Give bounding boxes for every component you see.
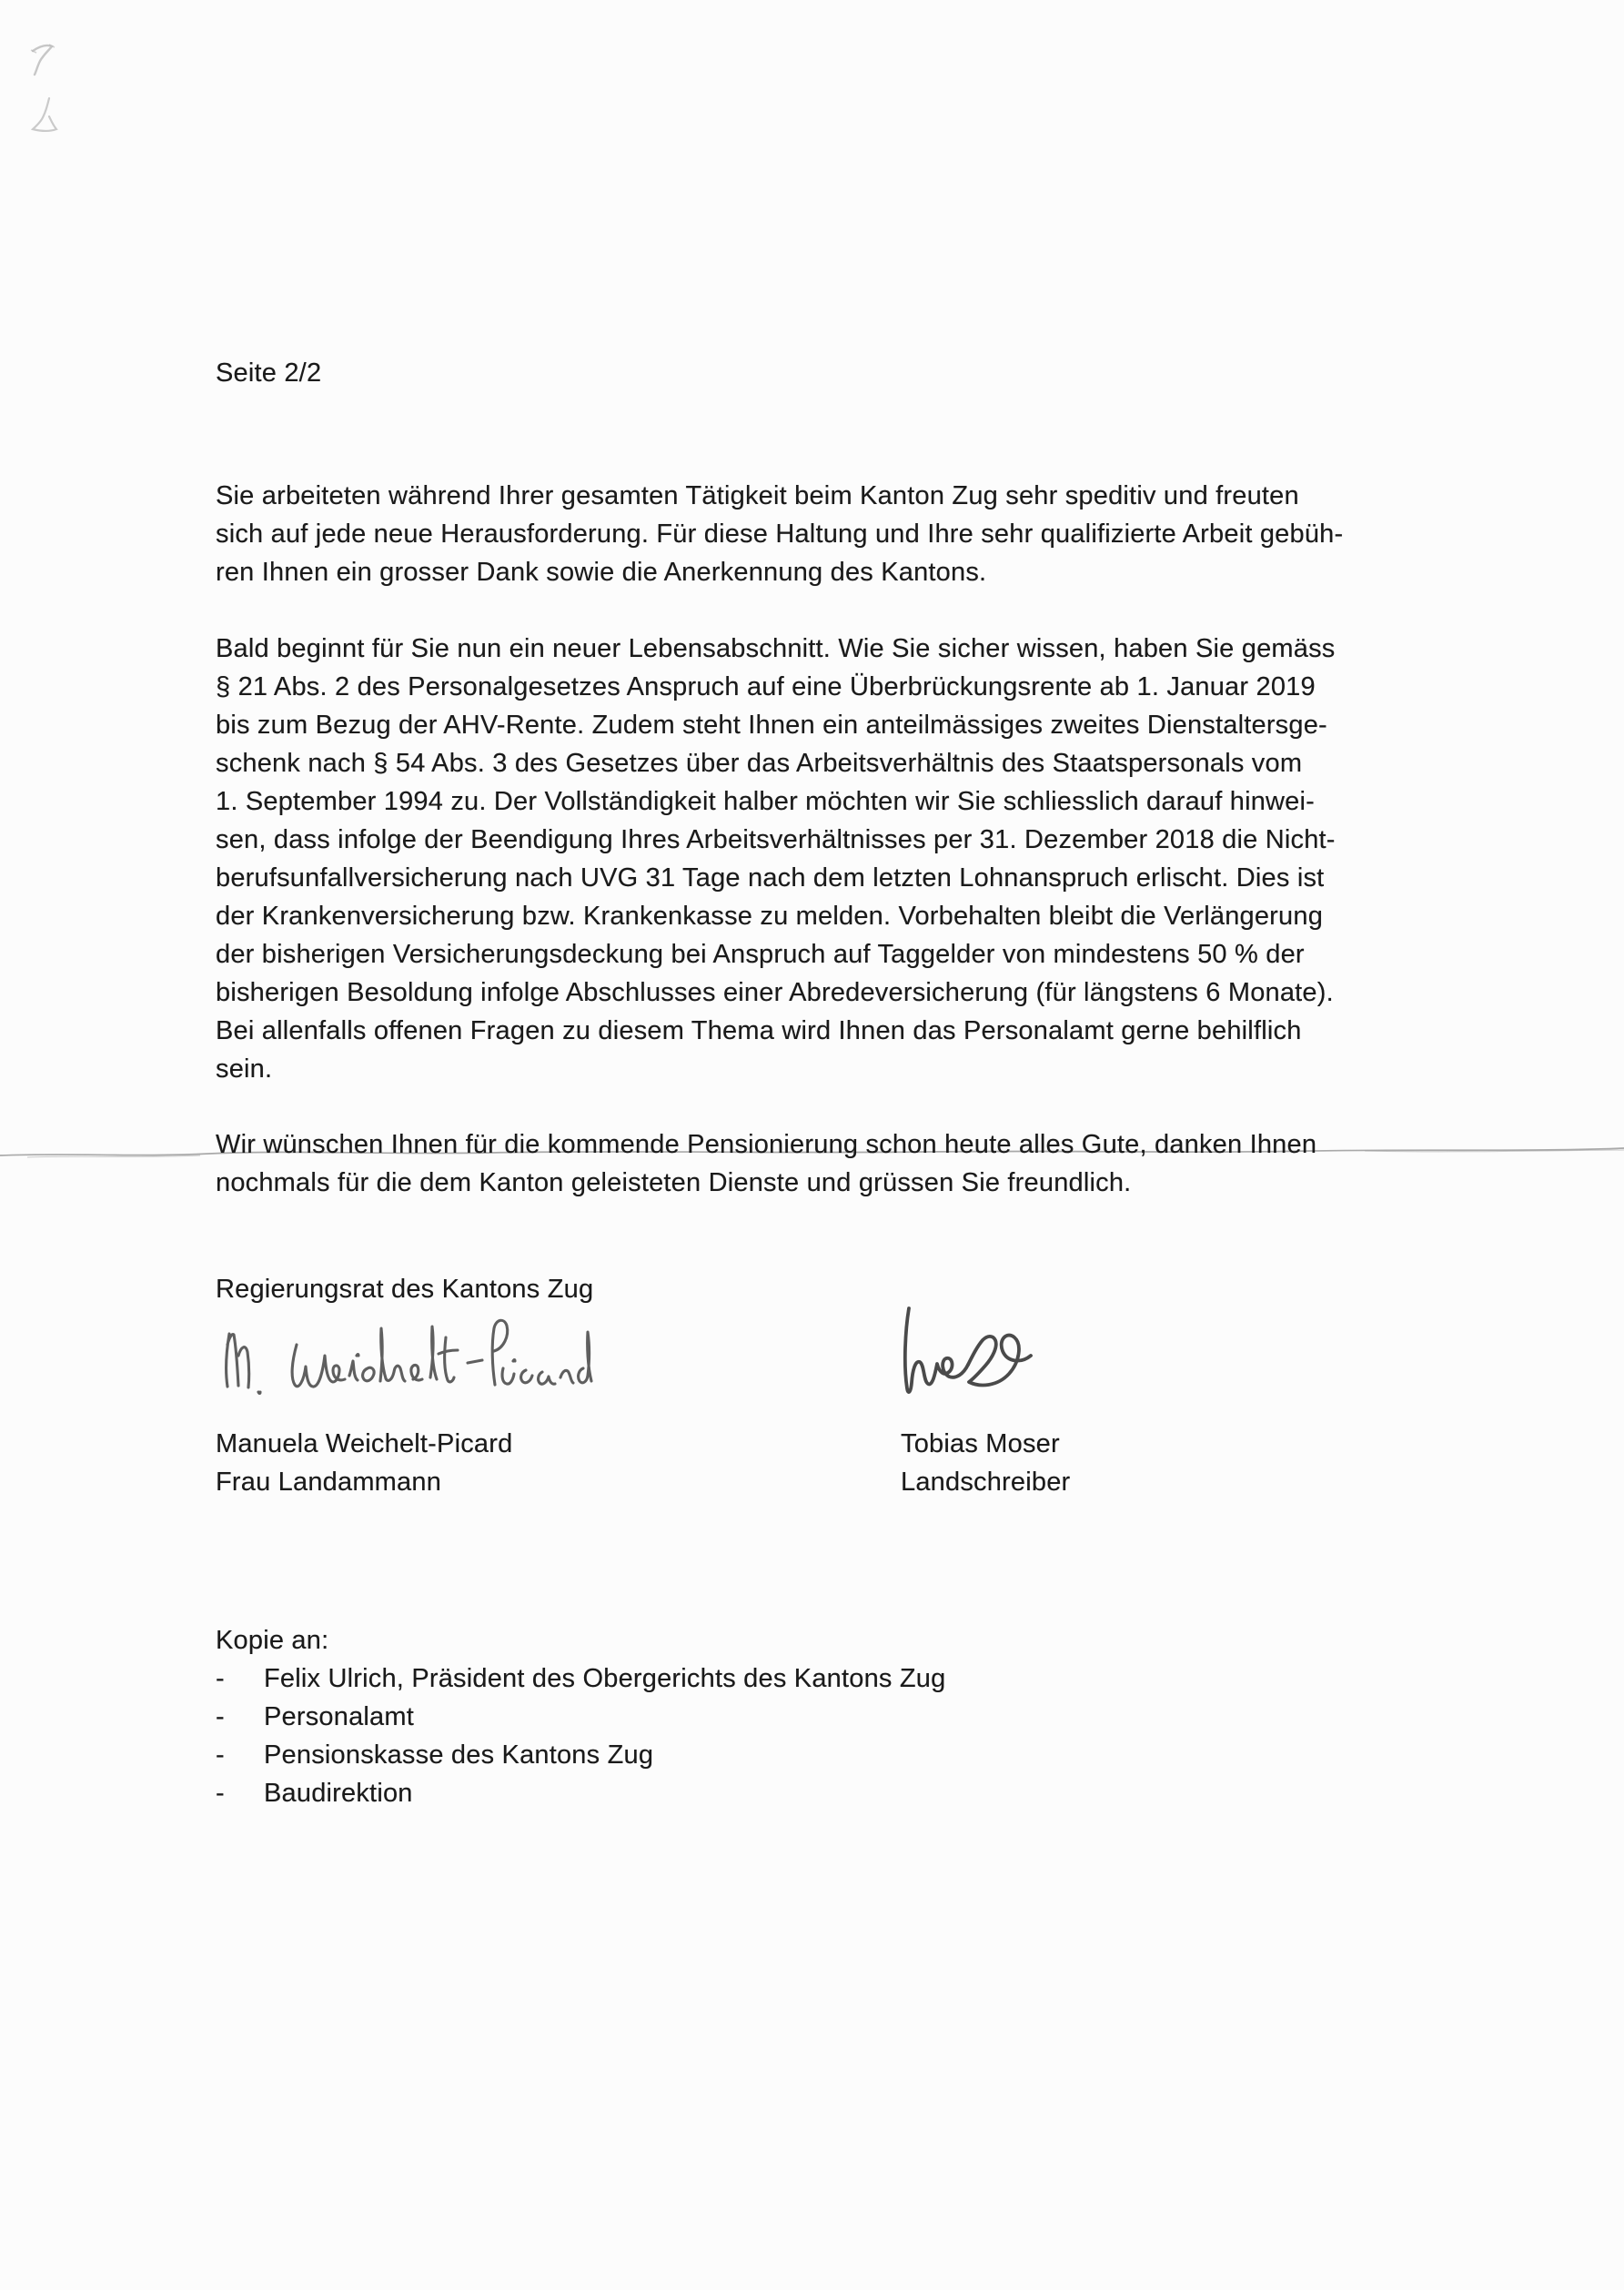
- sender-organisation: Regierungsrat des Kantons Zug: [216, 1275, 594, 1304]
- body-line: Bald beginnt für Sie nun ein neuer Lebensabschnitt. Wie Sie sicher wissen, haben Sie gemäss: [216, 634, 1336, 663]
- signer-title: Landschreiber: [901, 1468, 1071, 1497]
- copies-label: Kopie an:: [216, 1626, 329, 1655]
- copy-recipient-row: [216, 1774, 945, 1812]
- list-dash: -: [216, 1664, 225, 1693]
- copy-recipient: Baudirektion: [264, 1779, 413, 1808]
- body-line: sen, dass infolge der Beendigung Ihres Arbeitsverhältnisses per 31. Dezember 2018 die Nicht-: [216, 825, 1336, 854]
- body-line: 1. September 1994 zu. Der Vollständigkeit halber möchten wir Sie schliesslich darauf hinwei-: [216, 787, 1316, 816]
- paragraph-closing: [216, 1125, 1316, 1202]
- copies-section: [216, 1621, 945, 1812]
- scan-smudge-mark-bottom: [29, 95, 67, 136]
- handwritten-signature-weichelt-picard: [220, 1314, 595, 1425]
- list-dash: -: [216, 1779, 225, 1808]
- signer-name: Manuela Weichelt-Picard: [216, 1429, 513, 1458]
- copy-recipient: Pensionskasse des Kantons Zug: [264, 1740, 654, 1770]
- body-line: Bei allenfalls offenen Fragen zu diesem Thema wird Ihnen das Personalamt gerne behilflich: [216, 1016, 1302, 1045]
- copy-recipient-row: [216, 1659, 945, 1698]
- body-line: sein.: [216, 1054, 273, 1084]
- body-line: Wir wünschen Ihnen für die kommende Pensionierung schon heute alles Gute, danken Ihnen: [216, 1130, 1317, 1159]
- signer-left: [216, 1425, 512, 1501]
- body-line: § 21 Abs. 2 des Personalgesetzes Anspruch auf eine Überbrückungsrente ab 1. Januar 2019: [216, 672, 1316, 701]
- copy-recipient-row: [216, 1736, 945, 1774]
- list-dash: -: [216, 1740, 225, 1770]
- body-line: Sie arbeiteten während Ihrer gesamten Tätigkeit beim Kanton Zug sehr speditiv und freuten: [216, 481, 1299, 510]
- body-line: sich auf jede neue Herausforderung. Für diese Haltung und Ihre sehr qualifizierte Arbeit gebüh-: [216, 520, 1344, 549]
- paragraph-pension-details: [216, 630, 1336, 1088]
- body-line: nochmals für die dem Kanton geleisteten Dienste und grüssen Sie freundlich.: [216, 1168, 1132, 1197]
- body-line: ren Ihnen ein grosser Dank sowie die Anerkennung des Kantons.: [216, 558, 987, 587]
- paragraph-thanks: [216, 477, 1343, 591]
- body-line: der Krankenversicherung bzw. Krankenkasse zu melden. Vorbehalten bleibt die Verlängerung: [216, 902, 1324, 931]
- signer-title: Frau Landammann: [216, 1468, 442, 1497]
- body-line: schenk nach § 54 Abs. 3 des Gesetzes über das Arbeitsverhältnis des Staatspersonals vom: [216, 749, 1303, 778]
- copy-recipient: Felix Ulrich, Präsident des Obergerichts des Kantons Zug: [264, 1664, 946, 1693]
- body-line: berufsunfallversicherung nach UVG 31 Tage nach dem letzten Lohnanspruch erlischt. Dies ist: [216, 863, 1325, 893]
- signer-name: Tobias Moser: [901, 1429, 1060, 1458]
- copy-recipient-row: [216, 1698, 945, 1736]
- body-line: bis zum Bezug der AHV-Rente. Zudem steht Ihnen ein anteilmässiges zweites Dienstaltersge-: [216, 711, 1327, 740]
- list-dash: -: [216, 1702, 225, 1731]
- signer-right: [901, 1425, 1070, 1501]
- handwritten-signature-moser: [894, 1301, 1058, 1412]
- body-line: der bisherigen Versicherungsdeckung bei Anspruch auf Taggelder von mindestens 50 % der: [216, 940, 1305, 969]
- copy-recipient: Personalamt: [264, 1702, 414, 1731]
- scan-smudge-mark-top: [27, 38, 64, 79]
- page-number: Seite 2/2: [216, 358, 322, 388]
- body-line: bisherigen Besoldung infolge Abschlusses einer Abredeversicherung (für längstens 6 Monate).: [216, 978, 1334, 1007]
